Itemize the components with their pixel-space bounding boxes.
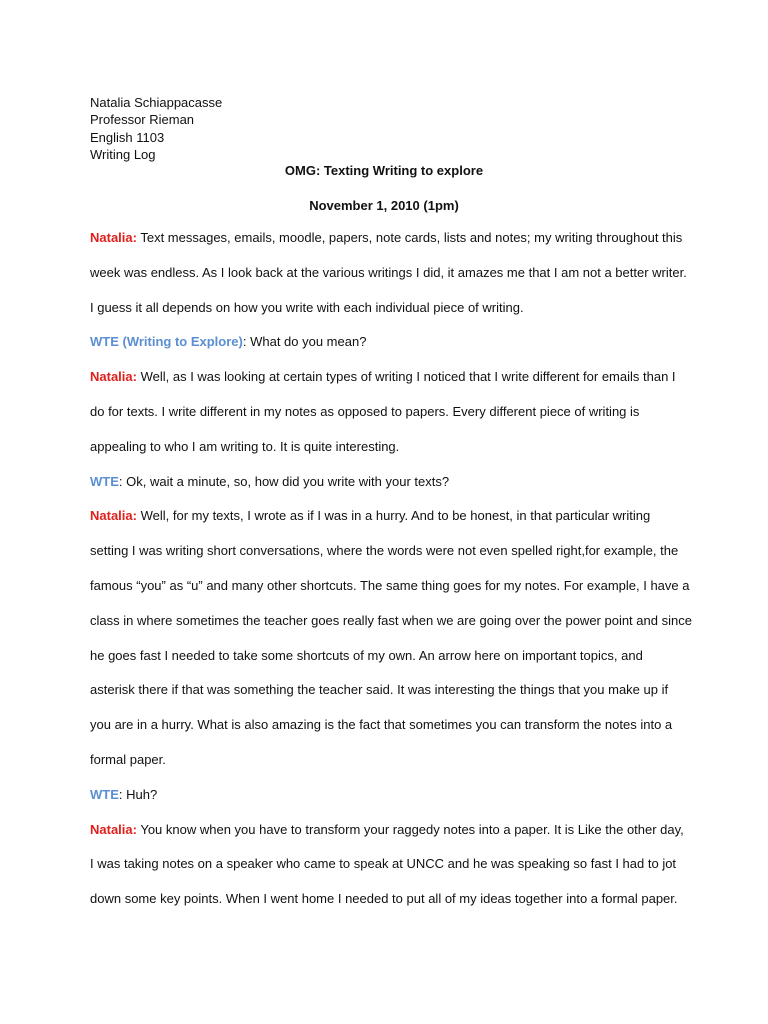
line-text: do for texts. I write different in my notes as opposed to papers. Every different piece of writing is bbox=[90, 403, 640, 419]
line-text: : What do you mean? bbox=[242, 334, 367, 350]
line-text: Well, for my texts, I wrote as if I was in a hurry. And to be honest, in that particular writing bbox=[136, 508, 651, 524]
speaker-label: Natalia: bbox=[90, 508, 137, 524]
paragraph-line bbox=[90, 325, 680, 360]
speaker-label: Natalia: bbox=[90, 369, 137, 385]
line-text: famous “you” as “u” and many other shortcuts. The same thing goes for my notes. For example, I have a bbox=[90, 577, 690, 593]
line-text: Well, as I was looking at certain types of writing I noticed that I write different for emails than I bbox=[136, 369, 676, 385]
paragraph-line bbox=[90, 778, 680, 813]
document-date: November 1, 2010 (1pm) bbox=[309, 198, 459, 213]
line-text: : Ok, wait a minute, so, how did you write with your texts? bbox=[118, 473, 450, 489]
paragraph-line bbox=[90, 639, 680, 674]
dialogue-paragraph bbox=[90, 325, 680, 360]
line-text: setting I was writing short conversations, where the words were not even spelled right,for example, the bbox=[90, 543, 679, 559]
line-text: Text messages, emails, moodle, papers, note cards, lists and notes; my writing throughout this bbox=[136, 230, 683, 245]
paragraph-line bbox=[90, 534, 680, 569]
speaker-label: Natalia: bbox=[90, 230, 137, 245]
line-text: class in where sometimes the teacher goes really fast when we are going over the power point and since bbox=[90, 612, 692, 628]
paragraph-line bbox=[90, 395, 680, 430]
paragraph-line bbox=[90, 743, 680, 778]
paragraph-line bbox=[90, 708, 680, 743]
paragraph-line bbox=[90, 673, 680, 708]
professor-name: Professor Rieman bbox=[90, 112, 195, 128]
line-text: formal paper. bbox=[90, 751, 166, 767]
paragraph-line bbox=[90, 465, 680, 500]
speaker-label: Natalia: bbox=[90, 821, 137, 837]
paragraph-line bbox=[90, 813, 684, 848]
dialogue-body bbox=[90, 221, 692, 917]
paragraph-line bbox=[90, 360, 680, 395]
dialogue-paragraph bbox=[90, 465, 680, 500]
document-type: Writing Log bbox=[90, 147, 156, 163]
paragraph-line bbox=[90, 221, 683, 256]
line-text: : Huh? bbox=[118, 786, 158, 802]
paragraph-line bbox=[90, 256, 687, 291]
course-name: English 1103 bbox=[90, 129, 165, 145]
dialogue-paragraph bbox=[90, 499, 692, 777]
paragraph-line bbox=[90, 847, 680, 882]
dialogue-paragraph bbox=[90, 778, 680, 813]
speaker-label: WTE bbox=[90, 473, 119, 489]
dialogue-paragraph bbox=[90, 360, 680, 464]
paragraph-line bbox=[90, 291, 680, 326]
line-text: asterisk there if that was something the teacher said. It was interesting the things that you make up if bbox=[90, 682, 669, 698]
line-text: down some key points. When I went home I needed to put all of my ideas together into a formal paper. bbox=[90, 891, 678, 907]
speaker-label: WTE bbox=[90, 786, 119, 802]
document-header bbox=[90, 94, 222, 164]
document-title: OMG: Texting Writing to explore bbox=[284, 163, 484, 178]
dialogue-paragraph bbox=[90, 813, 684, 917]
author-name: Natalia Schiappacasse bbox=[90, 95, 223, 110]
line-text: I guess it all depends on how you write with each individual piece of writing. bbox=[90, 299, 524, 315]
paragraph-line bbox=[90, 569, 690, 604]
line-text: appealing to who I am writing to. It is quite interesting. bbox=[90, 438, 400, 454]
line-text: you are in a hurry. What is also amazing is the fact that sometimes you can transform the notes into a bbox=[90, 717, 673, 733]
speaker-label: WTE (Writing to Explore) bbox=[90, 334, 243, 350]
paragraph-line bbox=[90, 430, 680, 465]
line-text: You know when you have to transform your raggedy notes into a paper. It is Like the other day, bbox=[136, 821, 684, 837]
line-text: I was taking notes on a speaker who came to speak at UNCC and he was speaking so fast I had to jot bbox=[90, 856, 677, 872]
line-text: he goes fast I needed to take some shortcuts of my own. An arrow here on important topics, and bbox=[90, 647, 643, 663]
line-text: week was endless. As I look back at the various writings I did, it amazes me that I am not a better writer. bbox=[90, 264, 687, 280]
paragraph-line bbox=[90, 499, 680, 534]
dialogue-paragraph bbox=[90, 221, 687, 325]
paragraph-line bbox=[90, 882, 680, 917]
paragraph-line bbox=[90, 604, 692, 639]
